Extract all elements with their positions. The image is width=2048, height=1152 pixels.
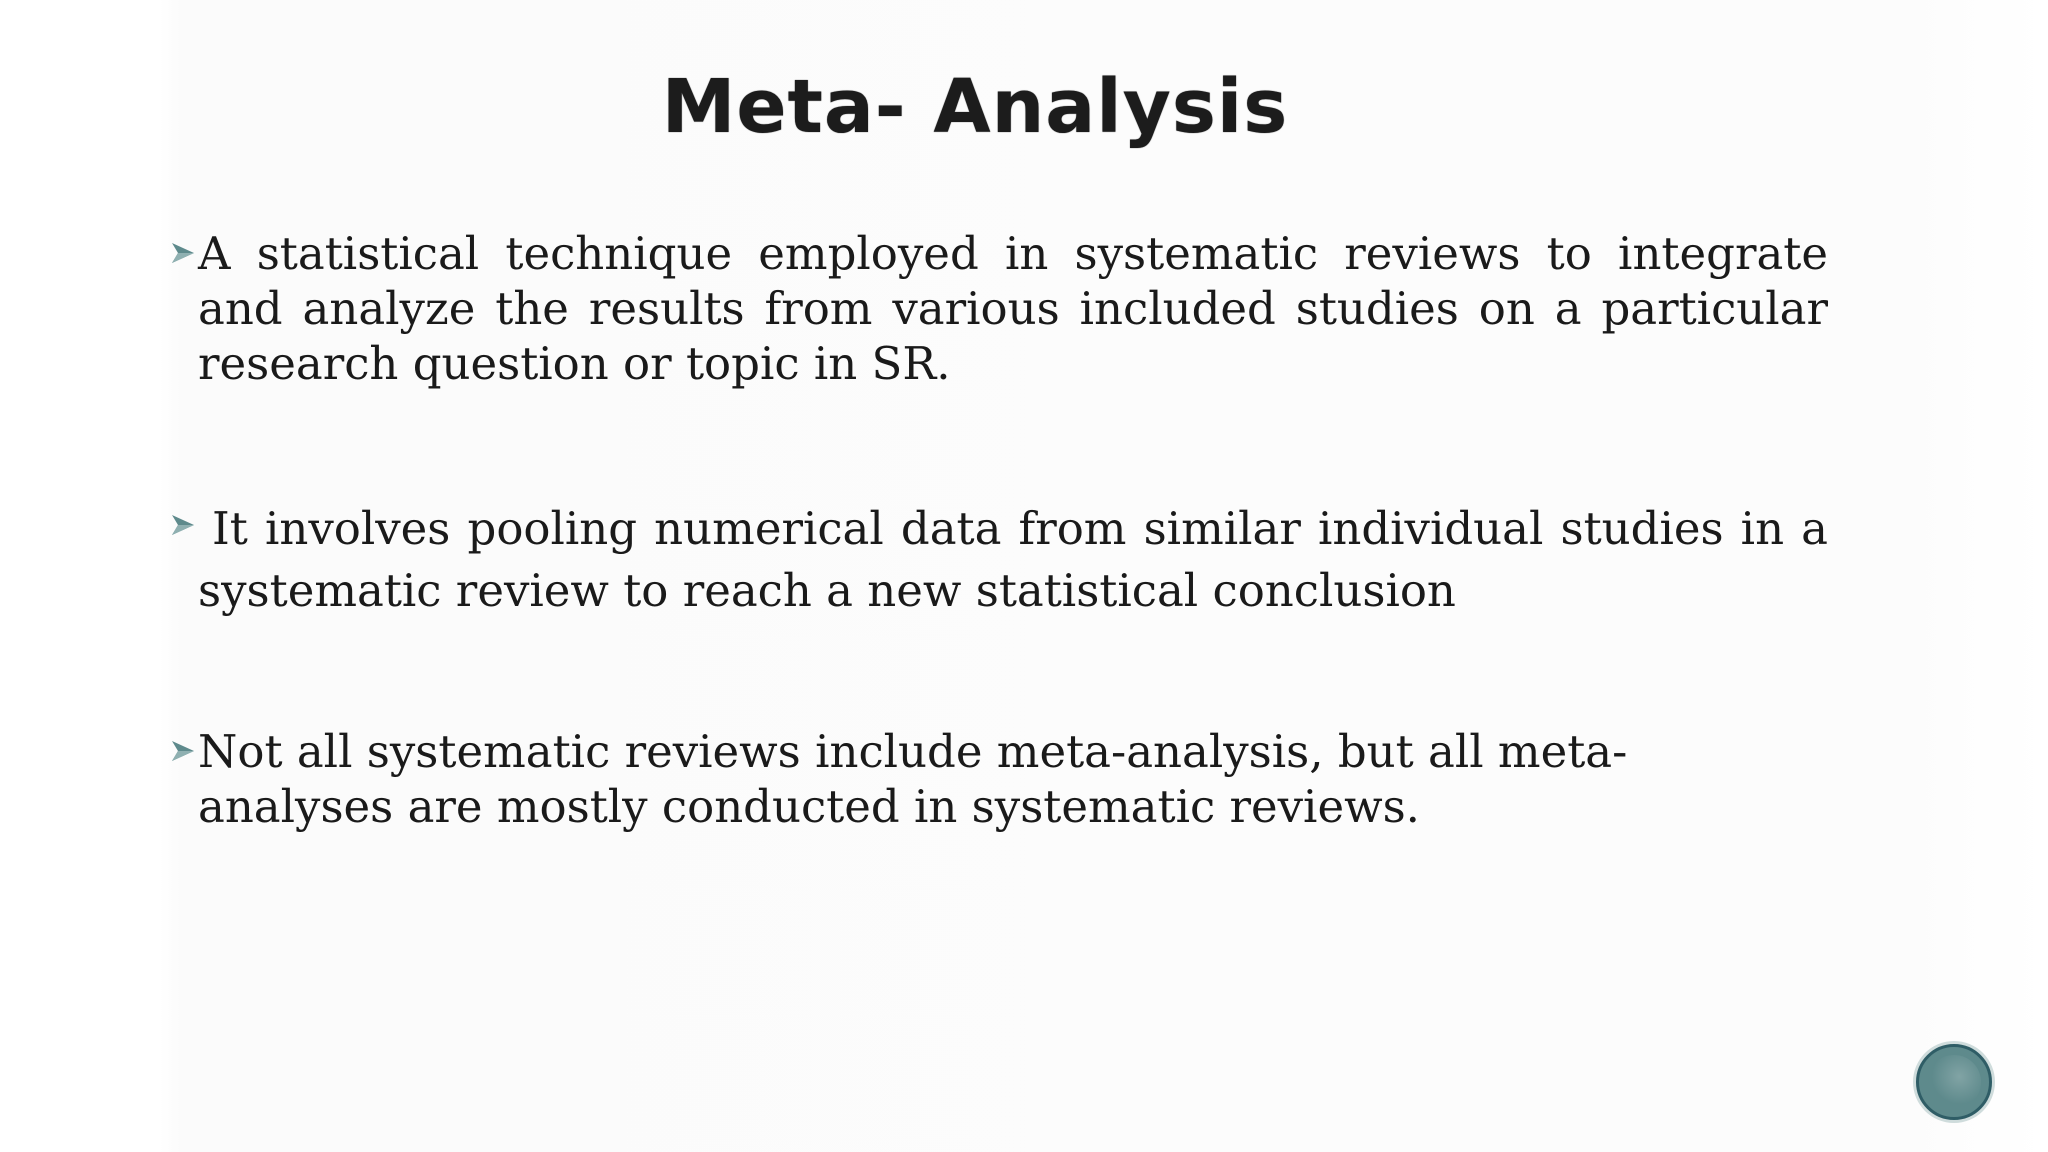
arrow-bullet-icon — [168, 736, 198, 766]
bullet-item — [168, 498, 1828, 622]
arrow-bullet-icon — [168, 510, 198, 540]
bullet-item — [168, 724, 1828, 834]
bullet-item — [168, 226, 1828, 391]
bullet-text: A statistical technique employed in systematic reviews to integrate and analyze the results from various included studies on a particular research question or topic in SR. — [198, 227, 1828, 390]
slide-title: Meta- Analysis — [661, 64, 1289, 150]
arrow-bullet-icon — [168, 238, 198, 268]
slide-nav-button[interactable] — [1916, 1044, 1992, 1120]
bullet-text: It involves pooling numerical data from similar individual studies in a systematic review to reach a new statistical conclusion — [198, 502, 1828, 617]
bullet-text: Not all systematic reviews include meta-analysis, but all meta-analyses are mostly conducted in systematic reviews. — [198, 725, 1628, 833]
